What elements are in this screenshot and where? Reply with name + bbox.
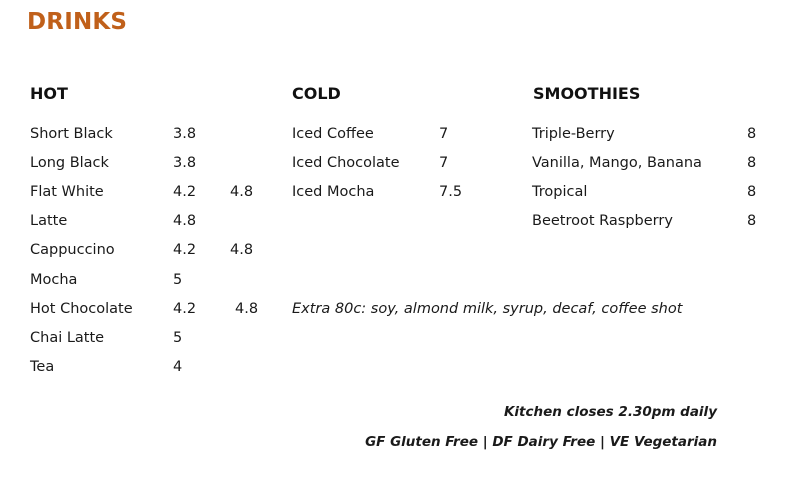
item-name: Long Black (30, 155, 109, 171)
item-name: Chai Latte (30, 330, 105, 346)
item-name: Vanilla, Mango, Banana (532, 155, 702, 171)
item-name: Beetroot Raspberry (532, 213, 673, 229)
item-name: Short Black (30, 126, 113, 142)
item-price: 4.2 (173, 301, 197, 317)
item-price: 8 (747, 155, 757, 171)
menu-item (532, 152, 762, 174)
item-price: 7 (439, 155, 449, 171)
kitchen-hours-note: Kitchen closes 2.30pm daily (503, 404, 717, 420)
menu-item (30, 210, 270, 232)
menu-item (532, 181, 762, 203)
dietary-legend: GF Gluten Free | DF Dairy Free | VE Vegetarian (365, 434, 717, 450)
hot-heading: HOT (30, 84, 68, 103)
item-price-large: 4.8 (230, 184, 254, 200)
item-price: 4.2 (173, 184, 197, 200)
item-price: 7.5 (439, 184, 463, 200)
item-price-large: 4.8 (235, 301, 259, 317)
menu-item (30, 239, 270, 261)
item-price: 5 (173, 272, 183, 288)
item-price: 4 (173, 359, 183, 375)
item-name: Iced Chocolate (292, 155, 400, 171)
item-price: 3.8 (173, 155, 197, 171)
item-price: 4.8 (173, 213, 197, 229)
menu-item (30, 356, 270, 378)
menu-item (30, 269, 270, 291)
item-name: Iced Coffee (292, 126, 374, 142)
item-name: Triple-Berry (532, 126, 615, 142)
cold-heading: COLD (292, 84, 341, 103)
menu-item (292, 152, 512, 174)
item-name: Cappuccino (30, 242, 115, 258)
extras-note: Extra 80c: soy, almond milk, syrup, decaf, coffee shot (292, 301, 683, 317)
item-price: 8 (747, 213, 757, 229)
item-name: Iced Mocha (292, 184, 375, 200)
menu-item (30, 123, 270, 145)
smoothies-heading: SMOOTHIES (533, 84, 641, 103)
item-name: Flat White (30, 184, 104, 200)
item-name: Tea (30, 359, 55, 375)
menu-item (532, 210, 762, 232)
menu-item (292, 123, 512, 145)
item-price-large: 4.8 (230, 242, 254, 258)
item-name: Mocha (30, 272, 78, 288)
item-price: 4.2 (173, 242, 197, 258)
item-name: Tropical (532, 184, 588, 200)
menu-item (30, 181, 270, 203)
item-price: 7 (439, 126, 449, 142)
item-price: 3.8 (173, 126, 197, 142)
page-title: DRINKS (27, 9, 128, 35)
item-price: 8 (747, 184, 757, 200)
menu-item (292, 181, 512, 203)
menu-item (30, 152, 270, 174)
item-price: 5 (173, 330, 183, 346)
menu-item (532, 123, 762, 145)
item-price: 8 (747, 126, 757, 142)
item-name: Latte (30, 213, 68, 229)
menu-item (30, 327, 270, 349)
menu-item (30, 298, 270, 320)
item-name: Hot Chocolate (30, 301, 133, 317)
